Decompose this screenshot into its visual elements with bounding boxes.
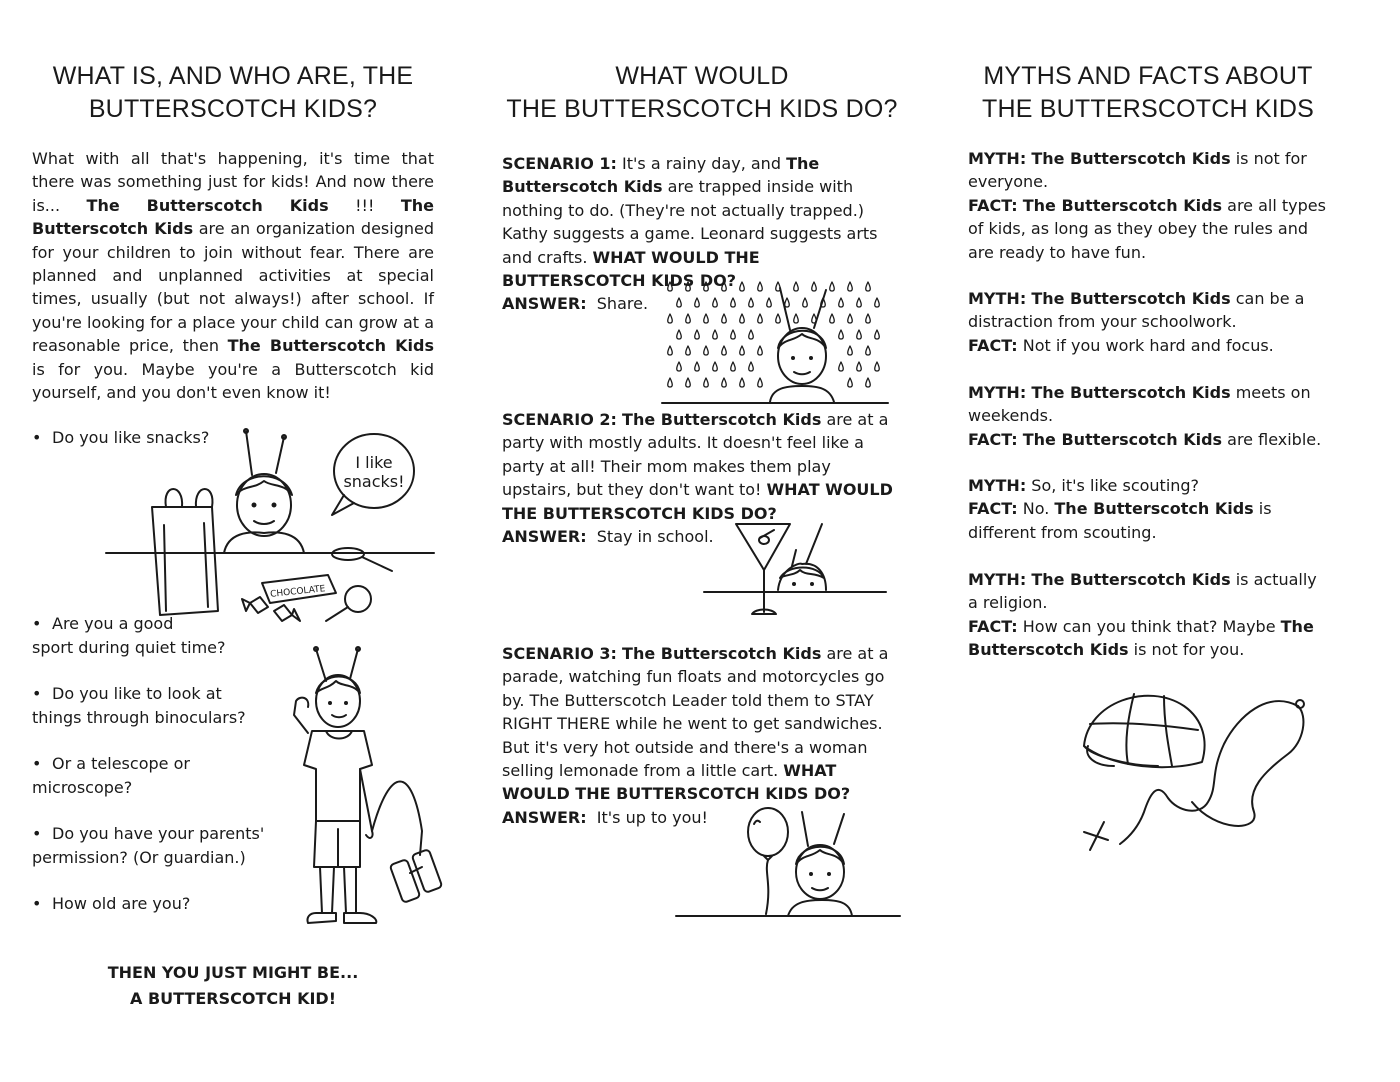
candy-icon bbox=[242, 597, 268, 613]
bullet-permission bbox=[32, 822, 264, 870]
text-run: So, it's like scouting? bbox=[1026, 476, 1200, 495]
raindrop bbox=[731, 362, 736, 371]
answer-label: ANSWER: bbox=[502, 527, 587, 547]
raindrop bbox=[695, 330, 700, 339]
raindrop bbox=[722, 378, 727, 387]
bold-run: The Butterscotch Kids bbox=[227, 336, 434, 356]
raindrop bbox=[722, 282, 727, 291]
candy-icon bbox=[274, 605, 300, 621]
closing-statement bbox=[32, 960, 434, 1012]
raindrop bbox=[668, 378, 673, 387]
raindrop bbox=[677, 362, 682, 371]
fact-text bbox=[968, 497, 1328, 544]
raindrop bbox=[785, 298, 790, 307]
col2-title-line1: WHAT WOULD bbox=[615, 62, 789, 90]
bold-run: SCENARIO 2: bbox=[502, 410, 617, 429]
bold-run: FACT: bbox=[968, 195, 1018, 215]
balloon-icon bbox=[748, 808, 788, 914]
bold-run: The Butterscotch Kids bbox=[622, 644, 822, 663]
scenario-3 bbox=[502, 642, 902, 829]
raindrop bbox=[848, 282, 853, 291]
bullet-text-cont: microscope? bbox=[32, 778, 133, 797]
bullet-text: Do you have your parents' bbox=[52, 824, 265, 843]
kid-standing-icon bbox=[294, 647, 376, 923]
bold-run: WHAT WOULD THE BUTTERSCOTCH KIDS DO? bbox=[502, 480, 893, 523]
raindrop bbox=[686, 314, 691, 323]
raindrop bbox=[722, 314, 727, 323]
text-run: are all types of kids, as long as they obey the rules and are ready to have fun. bbox=[968, 195, 1326, 262]
speech-line1: I like bbox=[355, 453, 393, 472]
bullet-text-cont: permission? (Or guardian.) bbox=[32, 848, 246, 867]
col1-title-line2: BUTTERSCOTCH KIDS? bbox=[88, 95, 378, 123]
text-run: What with all that's happening, it's time that there was something just for kids! And now there is... bbox=[32, 149, 434, 215]
bullet-text: Do you like snacks? bbox=[52, 428, 210, 447]
kid-face-icon bbox=[770, 288, 834, 402]
raindrop bbox=[740, 314, 745, 323]
raindrop bbox=[749, 298, 754, 307]
bold-run: The Butterscotch Kids bbox=[86, 195, 329, 215]
raindrop bbox=[848, 314, 853, 323]
raindrop bbox=[839, 362, 844, 371]
bullet-dot: • bbox=[32, 754, 42, 773]
raindrop bbox=[704, 282, 709, 291]
bullet-text: How old are you? bbox=[52, 894, 191, 913]
bold-run: WHAT WOULD THE BUTTERSCOTCH KIDS DO? bbox=[502, 247, 760, 291]
myth-text bbox=[968, 474, 1328, 497]
text-run: It's a rainy day, and bbox=[616, 154, 787, 173]
text-run: !!! bbox=[328, 195, 401, 215]
raindrop bbox=[731, 298, 736, 307]
text-run: is not for you. bbox=[1128, 640, 1245, 660]
raindrop bbox=[695, 298, 700, 307]
raindrop bbox=[731, 330, 736, 339]
bold-run: FACT: bbox=[968, 429, 1018, 449]
bold-run: MYTH: bbox=[968, 149, 1027, 168]
raindrops-icon bbox=[668, 282, 880, 387]
bullet-age bbox=[32, 892, 190, 916]
bold-run: The Butterscotch Kids bbox=[1031, 383, 1231, 402]
raindrop bbox=[704, 346, 709, 355]
column-what-would bbox=[502, 60, 902, 827]
myth-fact-5 bbox=[968, 568, 1328, 662]
bullet-text: Or a telescope or bbox=[52, 754, 190, 773]
answer-text: Share. bbox=[596, 294, 649, 314]
closing-line2: A BUTTERSCOTCH KID! bbox=[130, 989, 336, 1008]
answer-label: ANSWER: bbox=[502, 807, 587, 827]
raindrop bbox=[857, 330, 862, 339]
answer-text: Stay in school. bbox=[596, 527, 714, 547]
bold-run: The Butterscotch Kids bbox=[1031, 149, 1231, 168]
bold-run: The Butterscotch Kids bbox=[32, 195, 435, 239]
religion-illustration bbox=[1068, 682, 1328, 854]
raindrop bbox=[830, 282, 835, 291]
kid-face-icon bbox=[224, 429, 304, 553]
myth-fact-1 bbox=[968, 147, 1328, 264]
raindrop bbox=[677, 330, 682, 339]
scenario-2-text bbox=[502, 408, 902, 525]
fact-text bbox=[968, 194, 1328, 264]
text-run: meets on weekends. bbox=[968, 383, 1311, 426]
raindrop bbox=[713, 362, 718, 371]
text-run: How can you think that? Maybe bbox=[1017, 616, 1281, 636]
rain-illustration bbox=[662, 276, 892, 406]
bullet-dot: • bbox=[32, 684, 42, 703]
raindrop bbox=[767, 298, 772, 307]
raindrop bbox=[875, 298, 880, 307]
bullet-binoculars bbox=[32, 682, 246, 730]
raindrop bbox=[686, 282, 691, 291]
raindrop bbox=[776, 314, 781, 323]
raindrop bbox=[830, 314, 835, 323]
raindrop bbox=[722, 346, 727, 355]
bold-run: The Butterscotch Kids bbox=[622, 410, 822, 429]
raindrop bbox=[839, 298, 844, 307]
parade-illustration bbox=[674, 808, 904, 920]
myth-text bbox=[968, 147, 1328, 194]
bold-run: SCENARIO 1: bbox=[502, 154, 617, 173]
raindrop bbox=[668, 314, 673, 323]
raindrop bbox=[848, 378, 853, 387]
col3-title-line2: THE BUTTERSCOTCH KIDS bbox=[982, 95, 1314, 123]
bold-run: FACT: bbox=[968, 616, 1018, 636]
col1-title bbox=[32, 60, 434, 126]
myth-fact-4 bbox=[968, 474, 1328, 544]
chocolate-label: CHOCOLATE bbox=[269, 584, 326, 600]
raindrop bbox=[749, 330, 754, 339]
intro-paragraph bbox=[32, 147, 434, 404]
raindrop bbox=[713, 330, 718, 339]
text-run: is different from scouting. bbox=[968, 499, 1272, 542]
col2-title-line2: THE BUTTERSCOTCH KIDS DO? bbox=[506, 95, 898, 123]
bold-run: The Butterscotch Kids bbox=[1031, 570, 1231, 589]
snacks-illustration bbox=[104, 425, 436, 625]
bullet-text: Do you like to look at bbox=[52, 684, 222, 703]
bold-run: FACT: bbox=[968, 499, 1018, 519]
raindrop bbox=[875, 362, 880, 371]
bold-run: MYTH: bbox=[968, 476, 1027, 495]
scenario-3-text bbox=[502, 642, 902, 806]
raindrop bbox=[677, 298, 682, 307]
kid-face-icon bbox=[788, 812, 852, 916]
raindrop bbox=[668, 346, 673, 355]
text-run: are at a parade, watching fun floats and motorcycles go by. The Butterscotch Leader told them to STAY RIGHT THERE while he went to get sandwiches. But it's very hot outside and there's a woman selling lemonade from a little cart. bbox=[502, 644, 889, 781]
raindrop bbox=[740, 282, 745, 291]
bold-run: The Butterscotch Kids bbox=[502, 154, 820, 197]
myth-fact-2 bbox=[968, 287, 1328, 357]
kippah-icon bbox=[1084, 694, 1205, 767]
answer-label: ANSWER: bbox=[502, 294, 587, 314]
bullet-dot: • bbox=[32, 614, 42, 633]
raindrop bbox=[875, 330, 880, 339]
bullet-dot: • bbox=[32, 428, 42, 447]
bullet-dot: • bbox=[32, 824, 42, 843]
raindrop bbox=[668, 282, 673, 291]
raindrop bbox=[857, 298, 862, 307]
speech-line2: snacks! bbox=[343, 472, 405, 491]
answer-text: It's up to you! bbox=[596, 807, 708, 827]
raindrop bbox=[758, 314, 763, 323]
raindrop bbox=[740, 346, 745, 355]
myth-fact-3 bbox=[968, 381, 1328, 451]
raindrop bbox=[866, 346, 871, 355]
text-run: are an organization designed for your children to join without fear. There are planned and unplanned activities at special times, usually (but not always!) after school. If you're looking for a place your child can grow at a reasonable price, then bbox=[32, 219, 435, 356]
bold-run: FACT: bbox=[968, 335, 1018, 355]
bold-run: MYTH: bbox=[968, 383, 1027, 402]
text-run: are flexible. bbox=[1222, 429, 1322, 449]
column-myths-facts bbox=[968, 60, 1328, 660]
bullet-dot: • bbox=[32, 894, 42, 913]
bold-run: The Butterscotch Kids bbox=[1031, 289, 1231, 308]
col2-title bbox=[502, 60, 902, 126]
raindrop bbox=[857, 362, 862, 371]
text-run: are trapped inside with nothing to do. (They're not actually trapped.) Kathy suggests a game. Leonard suggests arts and crafts. bbox=[502, 177, 878, 267]
bold-run: The Butterscotch Kids bbox=[1022, 195, 1223, 215]
text-run: No. bbox=[1017, 499, 1055, 519]
bold-run: WHAT WOULD THE BUTTERSCOTCH KIDS DO? bbox=[502, 761, 851, 804]
raindrop bbox=[686, 378, 691, 387]
bold-run: MYTH: bbox=[968, 570, 1027, 589]
bullet-text-cont: things through binoculars? bbox=[32, 708, 246, 727]
col3-title-line1: MYTHS AND FACTS ABOUT bbox=[983, 62, 1313, 90]
col3-title bbox=[968, 60, 1328, 126]
bold-run: SCENARIO 3: bbox=[502, 644, 617, 663]
raindrop bbox=[758, 282, 763, 291]
party-illustration bbox=[702, 520, 892, 620]
binocular-strap-icon bbox=[372, 782, 422, 856]
raindrop bbox=[866, 378, 871, 387]
raindrop bbox=[686, 346, 691, 355]
bullet-text: Are you a good bbox=[52, 614, 174, 633]
fact-text bbox=[968, 428, 1328, 451]
text-run: can be a distraction from your schoolwork. bbox=[968, 289, 1305, 332]
text-run: Not if you work hard and focus. bbox=[1017, 335, 1274, 355]
bullet-telescope bbox=[32, 752, 190, 800]
raindrop bbox=[758, 378, 763, 387]
raindrop bbox=[695, 362, 700, 371]
closing-line1: THEN YOU JUST MIGHT BE... bbox=[107, 963, 359, 982]
binoculars-icon bbox=[390, 849, 443, 903]
text-run: is for you. Maybe you're a Butterscotch kid yourself, and you don't even know it! bbox=[32, 359, 434, 403]
raindrop bbox=[812, 282, 817, 291]
col1-title-line1: WHAT IS, AND WHO ARE, THE bbox=[52, 62, 414, 90]
bold-run: MYTH: bbox=[968, 289, 1027, 308]
raindrop bbox=[704, 378, 709, 387]
raindrop bbox=[866, 282, 871, 291]
myth-text bbox=[968, 568, 1328, 615]
bold-run: The Butterscotch Kids bbox=[1054, 499, 1254, 519]
raindrop bbox=[848, 346, 853, 355]
text-run: is actually a religion. bbox=[968, 570, 1317, 613]
scenario-1-text bbox=[502, 152, 902, 292]
text-run: is not for everyone. bbox=[968, 149, 1307, 192]
bold-run: The Butterscotch Kids bbox=[968, 616, 1314, 660]
text-run: are at a party with mostly adults. It doesn't feel like a party at all! Their mom makes them play upstairs, but they don't want to! bbox=[502, 410, 889, 500]
kid-binoculars-illustration bbox=[260, 645, 446, 927]
raindrop bbox=[704, 314, 709, 323]
raindrop bbox=[749, 362, 754, 371]
myth-text bbox=[968, 287, 1328, 334]
myth-text bbox=[968, 381, 1328, 428]
raindrop bbox=[758, 346, 763, 355]
raindrop bbox=[794, 282, 799, 291]
raindrop bbox=[740, 378, 745, 387]
fact-text bbox=[968, 615, 1328, 662]
fact-text bbox=[968, 334, 1328, 357]
bold-run: The Butterscotch Kids bbox=[1022, 429, 1223, 449]
martini-glass-icon bbox=[736, 524, 790, 614]
raindrop bbox=[866, 314, 871, 323]
raindrop bbox=[794, 314, 799, 323]
bullet-text-cont: sport during quiet time? bbox=[32, 638, 226, 657]
raindrop bbox=[839, 330, 844, 339]
raindrop bbox=[713, 298, 718, 307]
column-what-is bbox=[32, 60, 435, 1008]
lollipop-icon bbox=[345, 586, 371, 612]
raindrop bbox=[803, 298, 808, 307]
